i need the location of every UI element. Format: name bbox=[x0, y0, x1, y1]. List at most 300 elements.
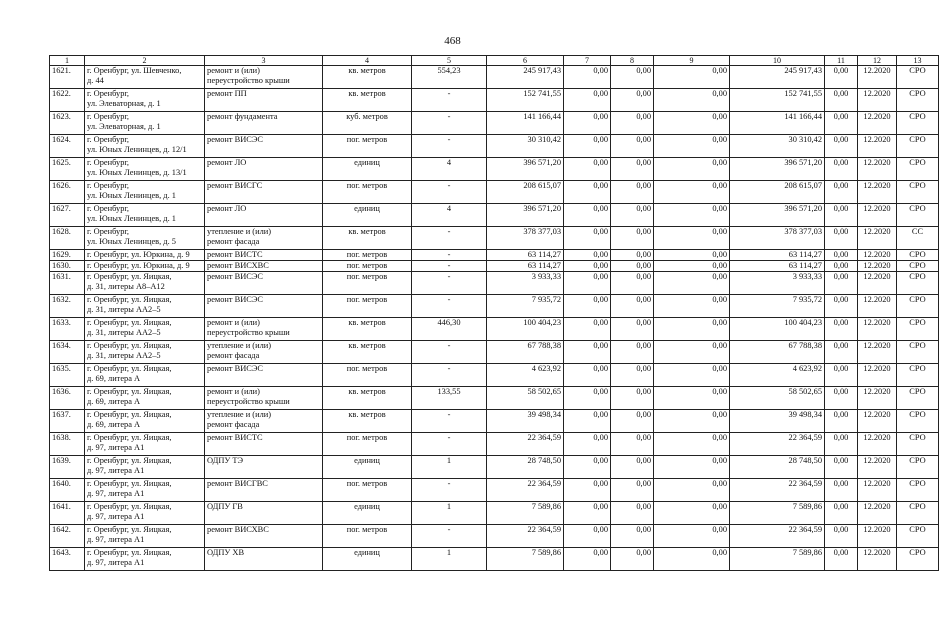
col9-cell: 0,00 bbox=[654, 364, 730, 387]
address-cell-line2: д. 97, литера А1 bbox=[87, 443, 145, 452]
source-cell: СРО bbox=[897, 479, 939, 502]
col9-cell: 0,00 bbox=[654, 135, 730, 158]
work-type-cell bbox=[205, 525, 323, 548]
col7-cell: 0,00 bbox=[564, 502, 611, 525]
col8-cell: 0,00 bbox=[611, 410, 654, 433]
table-row bbox=[50, 318, 939, 341]
col8-cell: 0,00 bbox=[611, 364, 654, 387]
address-cell-line2: д. 31, литеры АА2–5 bbox=[87, 351, 161, 360]
row-number: 1632. bbox=[50, 295, 85, 318]
work-type-cell-line1: утепление и (или) bbox=[207, 227, 272, 236]
unit-cell: кв. метров bbox=[323, 341, 412, 364]
col9-cell: 0,00 bbox=[654, 341, 730, 364]
row-number: 1639. bbox=[50, 456, 85, 479]
col7-cell: 0,00 bbox=[564, 387, 611, 410]
address-cell bbox=[85, 387, 205, 410]
address-cell-line2: д. 69, литера А bbox=[87, 420, 141, 429]
source-cell: СРО bbox=[897, 525, 939, 548]
address-cell-line2: д. 97, литера А1 bbox=[87, 558, 145, 567]
col8-cell: 0,00 bbox=[611, 433, 654, 456]
work-type-cell bbox=[205, 479, 323, 502]
col11-cell: 0,00 bbox=[825, 387, 858, 410]
total-cost-cell: 4 623,92 bbox=[487, 364, 564, 387]
work-type-cell bbox=[205, 502, 323, 525]
quantity-cell: - bbox=[412, 250, 487, 261]
table-row bbox=[50, 227, 939, 250]
deadline-cell: 12.2020 bbox=[858, 66, 897, 89]
address-cell-line1: г. Оренбург, bbox=[87, 204, 130, 213]
table-row bbox=[50, 479, 939, 502]
source-cell: СРО bbox=[897, 433, 939, 456]
unit-cell: единиц bbox=[323, 158, 412, 181]
col11-cell: 0,00 bbox=[825, 272, 858, 295]
address-cell-line1: г. Оренбург, ул. Яицкая, bbox=[87, 433, 172, 442]
row-number: 1624. bbox=[50, 135, 85, 158]
deadline-cell: 12.2020 bbox=[858, 364, 897, 387]
col10-cell: 7 589,86 bbox=[730, 548, 825, 571]
unit-cell: кв. метров bbox=[323, 387, 412, 410]
total-cost-cell: 30 310,42 bbox=[487, 135, 564, 158]
unit-cell: единиц bbox=[323, 502, 412, 525]
col11-cell: 0,00 bbox=[825, 204, 858, 227]
work-type-cell bbox=[205, 250, 323, 261]
col9-cell: 0,00 bbox=[654, 456, 730, 479]
row-number: 1643. bbox=[50, 548, 85, 571]
quantity-cell: - bbox=[412, 227, 487, 250]
unit-cell: пог. метров bbox=[323, 295, 412, 318]
table-row bbox=[50, 158, 939, 181]
col9-cell: 0,00 bbox=[654, 410, 730, 433]
col11-cell: 0,00 bbox=[825, 66, 858, 89]
col11-cell: 0,00 bbox=[825, 525, 858, 548]
deadline-cell: 12.2020 bbox=[858, 502, 897, 525]
address-cell bbox=[85, 261, 205, 272]
unit-cell: пог. метров bbox=[323, 250, 412, 261]
column-header: 10 bbox=[730, 56, 825, 66]
address-cell bbox=[85, 135, 205, 158]
address-cell-line2: ул. Юных Ленинцев, д. 12/1 bbox=[87, 145, 187, 154]
col9-cell: 0,00 bbox=[654, 548, 730, 571]
row-number: 1633. bbox=[50, 318, 85, 341]
address-cell-line2: д. 97, литера А1 bbox=[87, 466, 145, 475]
work-type-cell-line1: ОДПУ ГВ bbox=[207, 502, 243, 511]
address-cell-line2: д. 69, литера А bbox=[87, 374, 141, 383]
total-cost-cell: 39 498,34 bbox=[487, 410, 564, 433]
col10-cell: 63 114,27 bbox=[730, 261, 825, 272]
col8-cell: 0,00 bbox=[611, 135, 654, 158]
deadline-cell: 12.2020 bbox=[858, 112, 897, 135]
table-row bbox=[50, 250, 939, 261]
col10-cell: 396 571,20 bbox=[730, 158, 825, 181]
table-row bbox=[50, 387, 939, 410]
column-header: 12 bbox=[858, 56, 897, 66]
col10-cell: 100 404,23 bbox=[730, 318, 825, 341]
row-number: 1642. bbox=[50, 525, 85, 548]
col10-cell: 67 788,38 bbox=[730, 341, 825, 364]
address-cell-line1: г. Оренбург, ул. Яицкая, bbox=[87, 456, 172, 465]
work-type-cell-line1: утепление и (или) bbox=[207, 410, 272, 419]
deadline-cell: 12.2020 bbox=[858, 548, 897, 571]
total-cost-cell: 22 364,59 bbox=[487, 479, 564, 502]
total-cost-cell: 3 933,33 bbox=[487, 272, 564, 295]
work-type-cell-line1: ремонт ВИСХВС bbox=[207, 525, 269, 534]
quantity-cell: 1 bbox=[412, 548, 487, 571]
col9-cell: 0,00 bbox=[654, 433, 730, 456]
table-row bbox=[50, 66, 939, 89]
source-cell: СРО bbox=[897, 295, 939, 318]
table-row bbox=[50, 272, 939, 295]
work-type-cell-line1: ремонт и (или) bbox=[207, 318, 260, 327]
address-cell-line1: г. Оренбург, bbox=[87, 89, 130, 98]
address-cell-line2: д. 97, литера А1 bbox=[87, 512, 145, 521]
deadline-cell: 12.2020 bbox=[858, 250, 897, 261]
quantity-cell: - bbox=[412, 89, 487, 112]
quantity-cell: - bbox=[412, 525, 487, 548]
deadline-cell: 12.2020 bbox=[858, 204, 897, 227]
work-type-cell-line1: ремонт ВИСЭС bbox=[207, 295, 263, 304]
row-number: 1635. bbox=[50, 364, 85, 387]
work-type-cell-line1: ремонт ВИСГС bbox=[207, 181, 263, 190]
row-number: 1641. bbox=[50, 502, 85, 525]
col8-cell: 0,00 bbox=[611, 66, 654, 89]
unit-cell: пог. метров bbox=[323, 433, 412, 456]
deadline-cell: 12.2020 bbox=[858, 318, 897, 341]
col9-cell: 0,00 bbox=[654, 387, 730, 410]
source-cell: СРО bbox=[897, 261, 939, 272]
address-cell-line1: г. Оренбург, ул. Шевченко, bbox=[87, 66, 182, 75]
deadline-cell: 12.2020 bbox=[858, 410, 897, 433]
address-cell bbox=[85, 502, 205, 525]
row-number: 1630. bbox=[50, 261, 85, 272]
source-cell: СРО bbox=[897, 456, 939, 479]
address-cell-line1: г. Оренбург, bbox=[87, 135, 130, 144]
column-header: 13 bbox=[897, 56, 939, 66]
work-type-cell-line1: ремонт ПП bbox=[207, 89, 247, 98]
quantity-cell: - bbox=[412, 261, 487, 272]
col10-cell: 245 917,43 bbox=[730, 66, 825, 89]
row-number: 1625. bbox=[50, 158, 85, 181]
col7-cell: 0,00 bbox=[564, 364, 611, 387]
work-type-cell-line1: ремонт ВИСЭС bbox=[207, 272, 263, 281]
unit-cell: пог. метров bbox=[323, 135, 412, 158]
quantity-cell: - bbox=[412, 135, 487, 158]
quantity-cell: - bbox=[412, 364, 487, 387]
deadline-cell: 12.2020 bbox=[858, 89, 897, 112]
unit-cell: единиц bbox=[323, 548, 412, 571]
work-type-cell bbox=[205, 272, 323, 295]
col8-cell: 0,00 bbox=[611, 502, 654, 525]
address-cell-line2: ул. Юных Ленинцев, д. 1 bbox=[87, 191, 176, 200]
col8-cell: 0,00 bbox=[611, 272, 654, 295]
work-type-cell bbox=[205, 204, 323, 227]
work-register-table bbox=[49, 55, 939, 571]
quantity-cell: - bbox=[412, 341, 487, 364]
deadline-cell: 12.2020 bbox=[858, 272, 897, 295]
column-header: 4 bbox=[323, 56, 412, 66]
work-type-cell-line1: ремонт и (или) bbox=[207, 387, 260, 396]
col7-cell: 0,00 bbox=[564, 204, 611, 227]
col9-cell: 0,00 bbox=[654, 479, 730, 502]
col10-cell: 396 571,20 bbox=[730, 204, 825, 227]
col9-cell: 0,00 bbox=[654, 66, 730, 89]
work-type-cell-line2: переустройство крыши bbox=[207, 328, 290, 337]
col7-cell: 0,00 bbox=[564, 250, 611, 261]
col9-cell: 0,00 bbox=[654, 89, 730, 112]
col8-cell: 0,00 bbox=[611, 387, 654, 410]
address-cell-line2: ул. Юных Ленинцев, д. 13/1 bbox=[87, 168, 187, 177]
address-cell-line1: г. Оренбург, ул. Яицкая, bbox=[87, 525, 172, 534]
deadline-cell: 12.2020 bbox=[858, 135, 897, 158]
total-cost-cell: 152 741,55 bbox=[487, 89, 564, 112]
row-number: 1626. bbox=[50, 181, 85, 204]
col7-cell: 0,00 bbox=[564, 410, 611, 433]
col8-cell: 0,00 bbox=[611, 548, 654, 571]
col11-cell: 0,00 bbox=[825, 433, 858, 456]
address-cell-line1: г. Оренбург, ул. Яицкая, bbox=[87, 479, 172, 488]
col7-cell: 0,00 bbox=[564, 525, 611, 548]
col10-cell: 30 310,42 bbox=[730, 135, 825, 158]
work-type-cell-line2: переустройство крыши bbox=[207, 76, 290, 85]
source-cell: СРО bbox=[897, 181, 939, 204]
page-number: 468 bbox=[444, 35, 461, 47]
col8-cell: 0,00 bbox=[611, 158, 654, 181]
quantity-cell: 4 bbox=[412, 204, 487, 227]
deadline-cell: 12.2020 bbox=[858, 341, 897, 364]
address-cell-line1: г. Оренбург, ул. Яицкая, bbox=[87, 364, 172, 373]
address-cell bbox=[85, 66, 205, 89]
row-number: 1637. bbox=[50, 410, 85, 433]
quantity-cell: - bbox=[412, 112, 487, 135]
work-type-cell bbox=[205, 341, 323, 364]
row-number: 1631. bbox=[50, 272, 85, 295]
col11-cell: 0,00 bbox=[825, 181, 858, 204]
deadline-cell: 12.2020 bbox=[858, 181, 897, 204]
address-cell bbox=[85, 479, 205, 502]
address-cell bbox=[85, 227, 205, 250]
col7-cell: 0,00 bbox=[564, 272, 611, 295]
address-cell-line2: ул. Элеваторная, д. 1 bbox=[87, 99, 161, 108]
table-row bbox=[50, 410, 939, 433]
row-number: 1628. bbox=[50, 227, 85, 250]
address-cell-line1: г. Оренбург, ул. Яицкая, bbox=[87, 502, 172, 511]
col10-cell: 4 623,92 bbox=[730, 364, 825, 387]
address-cell-line1: г. Оренбург, bbox=[87, 181, 130, 190]
address-cell bbox=[85, 433, 205, 456]
address-cell bbox=[85, 456, 205, 479]
work-type-cell-line1: ремонт ВИСХВС bbox=[207, 261, 269, 270]
col10-cell: 22 364,59 bbox=[730, 479, 825, 502]
col11-cell: 0,00 bbox=[825, 456, 858, 479]
col7-cell: 0,00 bbox=[564, 112, 611, 135]
col11-cell: 0,00 bbox=[825, 89, 858, 112]
work-type-cell bbox=[205, 318, 323, 341]
col10-cell: 39 498,34 bbox=[730, 410, 825, 433]
address-cell-line1: г. Оренбург, ул. Яицкая, bbox=[87, 410, 172, 419]
work-type-cell-line2: ремонт фасада bbox=[207, 420, 260, 429]
col9-cell: 0,00 bbox=[654, 250, 730, 261]
source-cell: СРО bbox=[897, 135, 939, 158]
work-type-cell-line1: утепление и (или) bbox=[207, 341, 272, 350]
address-cell-line2: д. 97, литера А1 bbox=[87, 535, 145, 544]
deadline-cell: 12.2020 bbox=[858, 158, 897, 181]
total-cost-cell: 378 377,03 bbox=[487, 227, 564, 250]
work-type-cell bbox=[205, 227, 323, 250]
address-cell-line2: д. 31, литеры АА2–5 bbox=[87, 305, 161, 314]
col9-cell: 0,00 bbox=[654, 158, 730, 181]
work-type-cell-line1: ремонт и (или) bbox=[207, 66, 260, 75]
work-type-cell-line1: ремонт ЛО bbox=[207, 158, 247, 167]
source-cell: СРО bbox=[897, 112, 939, 135]
col11-cell: 0,00 bbox=[825, 261, 858, 272]
col11-cell: 0,00 bbox=[825, 410, 858, 433]
unit-cell: пог. метров bbox=[323, 479, 412, 502]
row-number: 1638. bbox=[50, 433, 85, 456]
col8-cell: 0,00 bbox=[611, 479, 654, 502]
table-row bbox=[50, 433, 939, 456]
work-type-cell bbox=[205, 66, 323, 89]
column-header: 5 bbox=[412, 56, 487, 66]
deadline-cell: 12.2020 bbox=[858, 261, 897, 272]
source-cell: СРО bbox=[897, 387, 939, 410]
col11-cell: 0,00 bbox=[825, 112, 858, 135]
work-type-cell-line1: ремонт ЛО bbox=[207, 204, 247, 213]
address-cell-line1: г. Оренбург, ул. Юркина, д. 9 bbox=[87, 250, 190, 259]
address-cell bbox=[85, 295, 205, 318]
col7-cell: 0,00 bbox=[564, 135, 611, 158]
source-cell: СС bbox=[897, 227, 939, 250]
address-cell-line2: д. 44 bbox=[87, 76, 104, 85]
address-cell-line1: г. Оренбург, ул. Яицкая, bbox=[87, 318, 172, 327]
address-cell-line1: г. Оренбург, ул. Яицкая, bbox=[87, 295, 172, 304]
work-type-cell-line2: ремонт фасада bbox=[207, 237, 260, 246]
col9-cell: 0,00 bbox=[654, 204, 730, 227]
work-type-cell bbox=[205, 456, 323, 479]
col8-cell: 0,00 bbox=[611, 456, 654, 479]
total-cost-cell: 7 589,86 bbox=[487, 502, 564, 525]
col9-cell: 0,00 bbox=[654, 227, 730, 250]
col11-cell: 0,00 bbox=[825, 502, 858, 525]
address-cell bbox=[85, 341, 205, 364]
unit-cell: куб. метров bbox=[323, 112, 412, 135]
col8-cell: 0,00 bbox=[611, 181, 654, 204]
total-cost-cell: 141 166,44 bbox=[487, 112, 564, 135]
col11-cell: 0,00 bbox=[825, 341, 858, 364]
address-cell bbox=[85, 89, 205, 112]
table-row bbox=[50, 525, 939, 548]
col9-cell: 0,00 bbox=[654, 502, 730, 525]
row-number: 1621. bbox=[50, 66, 85, 89]
col11-cell: 0,00 bbox=[825, 135, 858, 158]
table-row bbox=[50, 295, 939, 318]
column-header: 3 bbox=[205, 56, 323, 66]
table-row bbox=[50, 502, 939, 525]
col11-cell: 0,00 bbox=[825, 364, 858, 387]
column-header: 9 bbox=[654, 56, 730, 66]
address-cell bbox=[85, 525, 205, 548]
col7-cell: 0,00 bbox=[564, 433, 611, 456]
unit-cell: кв. метров bbox=[323, 410, 412, 433]
col8-cell: 0,00 bbox=[611, 227, 654, 250]
work-type-cell bbox=[205, 135, 323, 158]
work-type-cell-line1: ремонт ВИСГВС bbox=[207, 479, 268, 488]
total-cost-cell: 22 364,59 bbox=[487, 433, 564, 456]
address-cell bbox=[85, 410, 205, 433]
work-type-cell-line1: ремонт ВИСЭС bbox=[207, 364, 263, 373]
col10-cell: 152 741,55 bbox=[730, 89, 825, 112]
col7-cell: 0,00 bbox=[564, 548, 611, 571]
address-cell bbox=[85, 318, 205, 341]
source-cell: СРО bbox=[897, 272, 939, 295]
source-cell: СРО bbox=[897, 204, 939, 227]
col11-cell: 0,00 bbox=[825, 250, 858, 261]
total-cost-cell: 58 502,65 bbox=[487, 387, 564, 410]
col10-cell: 58 502,65 bbox=[730, 387, 825, 410]
address-cell-line2: ул. Юных Ленинцев, д. 5 bbox=[87, 237, 176, 246]
col9-cell: 0,00 bbox=[654, 272, 730, 295]
quantity-cell: 133,55 bbox=[412, 387, 487, 410]
quantity-cell: 1 bbox=[412, 502, 487, 525]
col8-cell: 0,00 bbox=[611, 261, 654, 272]
address-cell-line1: г. Оренбург, ул. Яицкая, bbox=[87, 548, 172, 557]
total-cost-cell: 396 571,20 bbox=[487, 204, 564, 227]
row-number: 1629. bbox=[50, 250, 85, 261]
col8-cell: 0,00 bbox=[611, 89, 654, 112]
address-cell-line2: д. 69, литера А bbox=[87, 397, 141, 406]
address-cell-line1: г. Оренбург, ул. Яицкая, bbox=[87, 272, 172, 281]
col7-cell: 0,00 bbox=[564, 341, 611, 364]
row-number: 1636. bbox=[50, 387, 85, 410]
work-type-cell bbox=[205, 181, 323, 204]
col7-cell: 0,00 bbox=[564, 479, 611, 502]
address-cell-line1: г. Оренбург, bbox=[87, 227, 130, 236]
column-header: 8 bbox=[611, 56, 654, 66]
col8-cell: 0,00 bbox=[611, 204, 654, 227]
col7-cell: 0,00 bbox=[564, 158, 611, 181]
work-type-cell bbox=[205, 112, 323, 135]
source-cell: СРО bbox=[897, 410, 939, 433]
column-header: 7 bbox=[564, 56, 611, 66]
col7-cell: 0,00 bbox=[564, 66, 611, 89]
quantity-cell: - bbox=[412, 433, 487, 456]
total-cost-cell: 63 114,27 bbox=[487, 250, 564, 261]
deadline-cell: 12.2020 bbox=[858, 525, 897, 548]
column-header: 1 bbox=[50, 56, 85, 66]
col10-cell: 208 615,07 bbox=[730, 181, 825, 204]
col10-cell: 3 933,33 bbox=[730, 272, 825, 295]
address-cell bbox=[85, 250, 205, 261]
quantity-cell: - bbox=[412, 410, 487, 433]
col11-cell: 0,00 bbox=[825, 318, 858, 341]
col10-cell: 378 377,03 bbox=[730, 227, 825, 250]
source-cell: СРО bbox=[897, 158, 939, 181]
col11-cell: 0,00 bbox=[825, 227, 858, 250]
column-header-row bbox=[50, 56, 939, 66]
source-cell: СРО bbox=[897, 318, 939, 341]
source-cell: СРО bbox=[897, 66, 939, 89]
total-cost-cell: 396 571,20 bbox=[487, 158, 564, 181]
address-cell bbox=[85, 364, 205, 387]
col7-cell: 0,00 bbox=[564, 261, 611, 272]
col10-cell: 22 364,59 bbox=[730, 433, 825, 456]
unit-cell: пог. метров bbox=[323, 272, 412, 295]
col9-cell: 0,00 bbox=[654, 112, 730, 135]
table-row bbox=[50, 456, 939, 479]
quantity-cell: - bbox=[412, 479, 487, 502]
col8-cell: 0,00 bbox=[611, 318, 654, 341]
work-type-cell-line1: ремонт ВИСЭС bbox=[207, 135, 263, 144]
unit-cell: пог. метров bbox=[323, 525, 412, 548]
table-row bbox=[50, 364, 939, 387]
